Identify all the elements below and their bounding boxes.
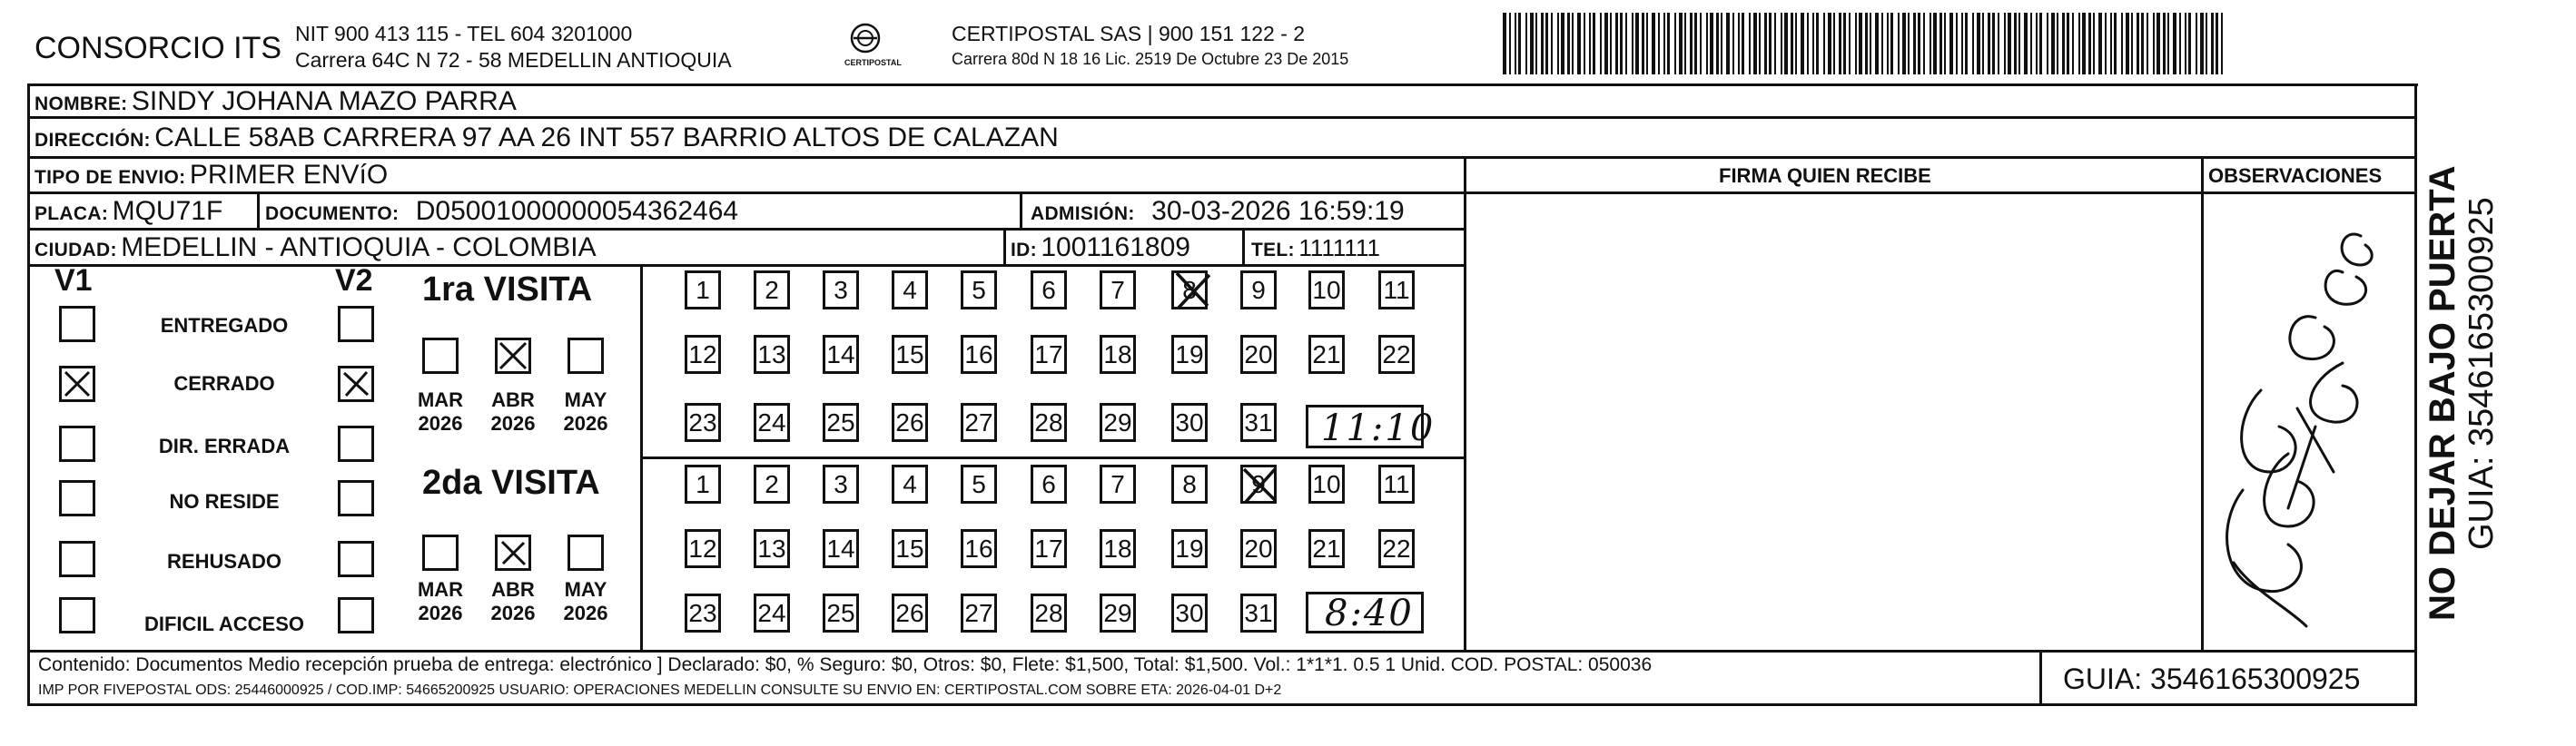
nombre-value: SINDY JOHANA MAZO PARRA [131,86,517,116]
visit2-month-abr-checkbox[interactable] [495,535,531,571]
status-dificil-acceso: DIFICIL ACCESO [143,613,304,635]
visit1-day-18[interactable]: 18 [1100,335,1136,374]
documento-field [265,196,738,227]
v2-no-reside-checkbox[interactable] [338,480,374,516]
firma-label: FIRMA QUIEN RECIBE [1719,164,1931,187]
status-dir-errada: DIR. ERRADA [158,435,291,457]
visit1-day-9[interactable]: 9 [1240,270,1277,309]
carrier-name: CERTIPOSTAL SAS | 900 151 122 - 2 [952,22,1306,45]
visit2-day-28[interactable]: 28 [1031,594,1067,633]
visit1-day-22[interactable]: 22 [1378,335,1415,374]
v1-cerrado-checkbox[interactable] [59,366,95,402]
visit2-day-12[interactable]: 12 [685,529,721,568]
v1-dir-errada-checkbox[interactable] [59,426,95,462]
barcode-icon [1503,13,2229,74]
visit2-day-1[interactable]: 1 [685,465,721,504]
visit2-day-4[interactable]: 4 [892,465,928,504]
visit1-month-may-checkbox[interactable] [568,338,604,374]
logo-text: CERTIPOSTAL [844,58,902,67]
visit2-day-30[interactable]: 30 [1171,594,1208,633]
visit1-day-8[interactable]: 8 [1171,270,1208,309]
visit2-day-26[interactable]: 26 [892,594,928,633]
status-entregado: ENTREGADO [160,314,289,337]
visit2-day-11[interactable]: 11 [1378,465,1415,504]
ciudad-field [35,232,597,263]
visit1-month-mar-checkbox[interactable] [422,338,459,374]
status-rehusado: REHUSADO [167,550,281,573]
check-x-icon [62,368,93,399]
check-x-icon [498,537,528,568]
visit1-day-24[interactable]: 24 [754,403,790,442]
visit2-month-mar: MAR 2026 [417,578,464,624]
v1-rehusado-checkbox[interactable] [59,541,95,577]
visit1-time: 11:10 [1321,407,1436,449]
v1-no-reside-checkbox[interactable] [59,480,95,516]
visit2-month-may-checkbox[interactable] [568,535,604,571]
direccion-field [35,123,1059,153]
visit1-day-17[interactable]: 17 [1031,335,1067,374]
placa-field [35,196,222,227]
visit1-month-may: MAY 2026 [563,388,608,435]
visit2-day-24[interactable]: 24 [754,594,790,633]
visit1-day-31[interactable]: 31 [1240,403,1277,442]
visit2-day9-mark [1239,464,1282,507]
visit1-day-10[interactable]: 10 [1308,270,1345,309]
visit2-day-7[interactable]: 7 [1100,465,1136,504]
tel-field [1251,234,1380,262]
visit2-day-29[interactable]: 29 [1100,594,1136,633]
visit2-day-15[interactable]: 15 [892,529,928,568]
nombre-field [35,86,517,117]
v2-dificil-acceso-checkbox[interactable] [338,597,374,633]
v2-rehusado-checkbox[interactable] [338,541,374,577]
visit2-day-20[interactable]: 20 [1240,529,1277,568]
v1-label: V1 [54,263,93,298]
v2-cerrado-checkbox[interactable] [338,366,374,402]
status-no-reside: NO RESIDE [169,490,280,513]
visit1-day-26[interactable]: 26 [892,403,928,442]
visit2-month-mar-checkbox[interactable] [422,535,459,571]
visit2-day-16[interactable]: 16 [961,529,997,568]
visit1-month-abr-checkbox[interactable] [495,338,531,374]
nombre-label: NOMBRE: [35,93,128,114]
direccion-label: DIRECCIÓN: [35,130,151,151]
tipo-envio-value: PRIMER ENVíO [189,160,389,190]
visit2-day-5[interactable]: 5 [961,465,997,504]
visit2-day-2[interactable]: 2 [754,465,790,504]
visit1-time-box[interactable] [1306,405,1436,449]
id-field [1011,232,1190,263]
visit1-day8-mark [1171,268,1215,313]
side-guia: GUIA: 3546165300925 [2462,197,2501,550]
admision-value: 30-03-2026 16:59:19 [1151,196,1405,226]
footer-contenido: Contenido: Documentos Medio recepción prueba de entrega: electrónico ] Declarado: $0, % Seguro: $0, Otros: $0, Flete: $1,500, Total: $1,500. Vol.: 1*1*1. 0.5 1 Unid. COD. POSTAL: 050036 [38,654,1653,675]
visit2-day-25[interactable]: 25 [823,594,859,633]
visit2-day-23[interactable]: 23 [685,594,721,633]
visit1-day-13[interactable]: 13 [754,335,790,374]
company-name: CONSORCIO ITS [35,31,282,65]
visit1-day-11[interactable]: 11 [1378,270,1415,309]
placa-value: MQU71F [112,196,223,226]
visit1-day-16[interactable]: 16 [961,335,997,374]
visit1-day-27[interactable]: 27 [961,403,997,442]
company-address: Carrera 64C N 72 - 58 MEDELLIN ANTIOQUIA [295,48,732,72]
certipostal-logo [834,18,902,73]
visit1-day-4[interactable]: 4 [892,270,928,309]
v1-dificil-acceso-checkbox[interactable] [59,597,95,633]
visit1-title: 1ra VISITA [422,270,593,309]
visit2-day-22[interactable]: 22 [1378,529,1415,568]
company-nit: NIT 900 413 115 - TEL 604 3201000 [295,22,633,45]
visit2-day-31[interactable]: 31 [1240,594,1277,633]
visit2-day-17[interactable]: 17 [1031,529,1067,568]
handwritten-signature [2206,200,2406,644]
visit2-month-may: MAY 2026 [563,578,608,624]
documento-label: DOCUMENTO: [265,203,400,224]
visit1-day-23[interactable]: 23 [685,403,721,442]
visit2-day-3[interactable]: 3 [823,465,859,504]
visit1-day-28[interactable]: 28 [1031,403,1067,442]
visit1-day-19[interactable]: 19 [1171,335,1208,374]
visit2-day-6[interactable]: 6 [1031,465,1067,504]
visit2-day-14[interactable]: 14 [823,529,859,568]
visit1-day-3[interactable]: 3 [823,270,859,309]
visit2-month-abr: ABR 2026 [490,578,536,624]
tipo-envio-field [35,160,388,191]
visit2-day-8[interactable]: 8 [1171,465,1208,504]
visit2-day-10[interactable]: 10 [1308,465,1345,504]
v2-entregado-checkbox[interactable] [338,306,374,342]
tel-label: TEL: [1251,240,1295,260]
visit2-day-19[interactable]: 19 [1171,529,1208,568]
visit1-day-29[interactable]: 29 [1100,403,1136,442]
visit1-day-5[interactable]: 5 [961,270,997,309]
carrier-address: Carrera 80d N 18 16 Lic. 2519 De Octubre 23 De 2015 [952,50,1349,68]
visit1-day-14[interactable]: 14 [823,335,859,374]
check-x-icon [498,340,528,371]
placa-label: PLACA: [35,203,109,224]
visit1-month-abr: ABR 2026 [490,388,536,435]
id-label: ID: [1011,240,1037,260]
visit2-time: 8:40 [1325,593,1414,634]
visit2-day-9[interactable]: 9 [1240,465,1277,504]
visit1-day-12[interactable]: 12 [685,335,721,374]
v2-dir-errada-checkbox[interactable] [338,426,374,462]
status-cerrado: CERRADO [173,372,275,395]
visit2-day-18[interactable]: 18 [1100,529,1136,568]
v1-entregado-checkbox[interactable] [59,306,95,342]
check-x-icon [341,368,371,399]
id-value: 1001161809 [1041,232,1190,262]
visit1-day-7[interactable]: 7 [1100,270,1136,309]
ciudad-value: MEDELLIN - ANTIOQUIA - COLOMBIA [121,232,597,262]
admision-field [1031,196,1405,227]
visit1-day-2[interactable]: 2 [754,270,790,309]
visit1-day-1[interactable]: 1 [685,270,721,309]
visit2-time-box[interactable] [1306,592,1424,633]
visit1-month-mar: MAR 2026 [417,388,464,435]
tel-value: 1111111 [1298,234,1380,261]
visit1-day-20[interactable]: 20 [1240,335,1277,374]
visit1-day-15[interactable]: 15 [892,335,928,374]
visit2-title: 2da VISITA [422,464,600,502]
direccion-value: CALLE 58AB CARRERA 97 AA 26 INT 557 BARRIO ALTOS DE CALAZAN [154,123,1059,152]
visit1-day-25[interactable]: 25 [823,403,859,442]
visit1-day-30[interactable]: 30 [1171,403,1208,442]
visit2-day-27[interactable]: 27 [961,594,997,633]
v2-label: V2 [335,263,373,298]
ciudad-label: CIUDAD: [35,240,117,260]
observaciones-label: OBSERVACIONES [2208,164,2383,187]
tipo-envio-label: TIPO DE ENVIO: [35,167,186,188]
footer-guia: GUIA: 3546165300925 [2063,663,2361,695]
documento-value: D05001000000054362464 [415,196,739,226]
barcode [1503,13,2229,74]
visit1-day-21[interactable]: 21 [1308,335,1345,374]
visit2-day-13[interactable]: 13 [754,529,790,568]
footer-imp: IMP POR FIVEPOSTAL ODS: 25446000925 / COD.IMP: 54665200925 USUARIO: OPERACIONES MEDELLIN CONSULTE SU ENVIO EN: CERTIPOSTAL.COM SOBRE ETA: 2026-04-01 D+2 [38,682,1282,698]
visit2-day-21[interactable]: 21 [1308,529,1345,568]
admision-label: ADMISIÓN: [1031,203,1135,224]
visit1-day-6[interactable]: 6 [1031,270,1067,309]
side-notice: NO DEJAR BAJO PUERTA [2423,165,2462,621]
